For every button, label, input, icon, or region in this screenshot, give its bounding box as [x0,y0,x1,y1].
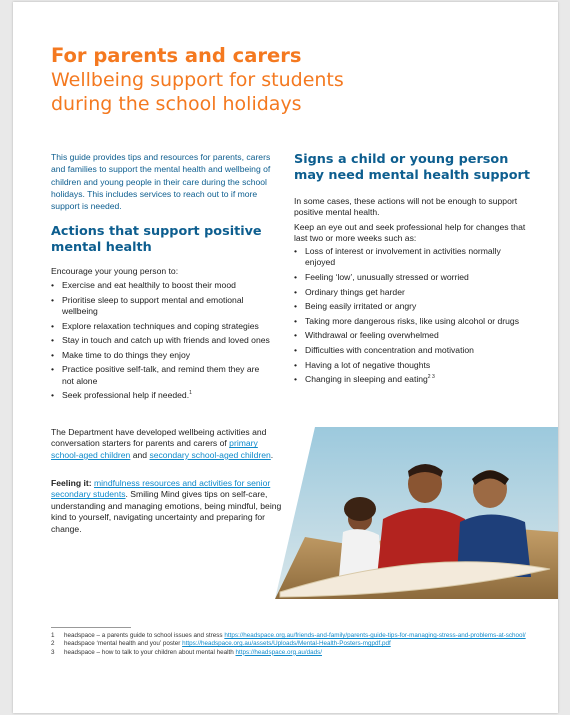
page-header [51,44,521,116]
signs-paragraph-1: In some cases, these actions will not be enough to support positive mental health. [294,196,518,218]
list-item: • Ordinary things get harder [294,287,530,298]
actions-heading: Actions that support positive mental health [51,224,262,255]
list-item: • Stay in touch and catch up with friends and loved ones [51,335,273,346]
list-item: • Explore relaxation techniques and coping strategies [51,321,273,332]
list-item: • Feeling ‘low’, unusually stressed or worried [294,272,530,283]
feeling-it-label: Feeling it: [51,478,92,488]
list-item: • Loss of interest or involvement in activities normally enjoyed [294,246,530,269]
list-item: • Difficulties with concentration and motivation [294,345,530,356]
feeling-it-paragraph: Feeling it: mindfulness resources and activities for senior secondary students. Smiling Mind gives tips on self-care, understanding and managing emotions, being mindful, being kind to yourself, navigating uncertainty and preparing for change. [51,478,282,534]
mindfulness-resources-link[interactable]: mindfulness resources and activities for senior secondary students [51,478,271,500]
footnote-item: 2 headspace ‘mental health and you’ poster https://headspace.org.au/assets/Uploads/Mental-Health-Posters-mgpdf.pdf [51,640,391,648]
document-page [13,2,558,713]
footnote-link[interactable]: https://headspace.org.au/dads/ [235,648,322,656]
list-item: • Make time to do things they enjoy [51,350,273,361]
signs-list [294,246,530,389]
list-item: • Exercise and eat healthily to boost their mood [51,280,273,291]
signs-paragraph-2: Keep an eye out and seek professional help for changes that last two or more weeks such as: [294,222,526,244]
page-title: For parents and carers [51,44,302,67]
list-item: • Being easily irritated or angry [294,301,530,312]
footnote-ref: 2 3 [427,374,435,381]
list-item: • Changing in sleeping and eating$^{2 3}$ [294,374,530,385]
secondary-school-link[interactable]: secondary school-aged children [149,449,271,460]
footnote-link[interactable]: https://headspace.org.au/assets/Uploads/Mental-Health-Posters-mgpdf.pdf [182,640,391,648]
footnote-divider [51,627,131,628]
footnote-ref: 1 [189,390,192,397]
family-photo [275,427,558,599]
list-item: • Having a lot of negative thoughts [294,360,530,371]
list-item: • Prioritise sleep to support mental and emotional wellbeing [51,295,273,318]
actions-list [51,280,273,405]
footnote-item: 3 headspace – how to talk to your children about mental health https://headspace.org.au/dads/ [51,648,322,656]
list-item: • Withdrawal or feeling overwhelmed [294,330,530,341]
actions-lead: Encourage your young person to: [51,266,179,276]
footnotes [51,632,551,657]
signs-heading: Signs a child or young person may need mental health support [294,152,530,183]
department-paragraph: The Department have developed wellbeing activities and conversation starters for parents and carers of primary school-aged children and secondary school-aged children. [51,427,274,460]
list-item: • Taking more dangerous risks, like using alcohol or drugs [294,316,530,327]
primary-school-link[interactable]: primary school-aged children [51,438,258,460]
page-subtitle-line2: during the school holidays [51,93,302,115]
footnote-item: 1 headspace – a parents guide to school issues and stress https://headspace.org.au/friends-and-family/parents-guide-tips-for-managing-stress-and-problems-at-school/ [51,632,526,639]
list-item: • Seek professional help if needed.$^1$ [51,390,273,401]
list-item: • Practice positive self-talk, and remind them they are not alone [51,364,273,387]
intro-paragraph: This guide provides tips and resources for parents, carers and families to support the mental health and wellbeing of children and young people in their care during the school holidays. This includes services to reach out to if more support is needed. [51,152,271,212]
footnote-link[interactable]: https://headspace.org.au/friends-and-family/parents-guide-tips-for-managing-stress-and-problems-at-school/ [224,632,526,639]
page-subtitle-line1: Wellbeing support for students [51,69,344,91]
